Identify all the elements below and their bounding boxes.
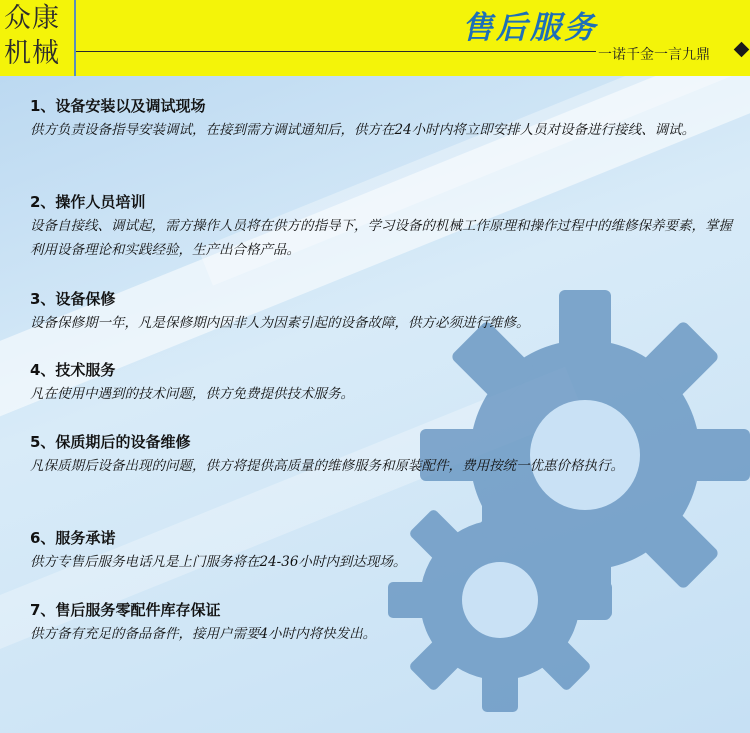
item-title: 6、服务承诺 bbox=[30, 529, 116, 547]
item-body: 凡保质期后设备出现的问题，供方将提供高质量的维修服务和原装配件，费用按统一优惠价格执行。 bbox=[30, 458, 624, 474]
list-item bbox=[30, 360, 735, 406]
item-title: 4、技术服务 bbox=[30, 361, 116, 379]
header-bar bbox=[0, 0, 750, 76]
item-title: 5、保质期后的设备维修 bbox=[30, 433, 191, 451]
page-title: 售后服务 bbox=[462, 10, 598, 46]
item-body: 供方备有充足的备品备件，接用户需要4小时内将快发出。 bbox=[30, 626, 377, 642]
motto-text: 一诺千金一言九鼎 bbox=[598, 47, 710, 63]
item-title: 3、设备保修 bbox=[30, 290, 116, 308]
item-title: 7、售后服务零配件库存保证 bbox=[30, 601, 221, 619]
list-item bbox=[30, 600, 735, 646]
item-body: 凡在使用中遇到的技术问题，供方免费提供技术服务。 bbox=[30, 386, 354, 402]
company-logo bbox=[0, 0, 72, 76]
logo-text-line2: 机械 bbox=[4, 38, 60, 69]
item-body: 设备自接线、调试起，需方操作人员将在供方的指导下，学习设备的机械工作原理和操作过程中的维修保养要素，掌握利用设备理论和实践经验，生产出合格产品。 bbox=[30, 218, 732, 258]
motto-rule bbox=[76, 51, 596, 52]
list-item bbox=[30, 528, 735, 574]
item-body: 供方专售后服务电话凡是上门服务将在24-36小时内到达现场。 bbox=[30, 554, 407, 570]
diamond-icon bbox=[734, 42, 750, 58]
item-body: 供方负责设备指导安装调试，在接到需方调试通知后，供方在24小时内将立即安排人员对设备进行接线、调试。 bbox=[30, 122, 696, 138]
item-title: 2、操作人员培训 bbox=[30, 193, 146, 211]
list-item bbox=[30, 192, 735, 262]
list-item bbox=[30, 432, 735, 478]
list-item bbox=[30, 96, 735, 142]
logo-text-line1: 众康 bbox=[4, 3, 60, 34]
divider bbox=[74, 0, 76, 76]
list-item bbox=[30, 289, 735, 335]
item-body: 设备保修期一年，凡是保修期内因非人为因素引起的设备故障，供方必须进行维修。 bbox=[30, 315, 530, 331]
item-title: 1、设备安装以及调试现场 bbox=[30, 97, 206, 115]
